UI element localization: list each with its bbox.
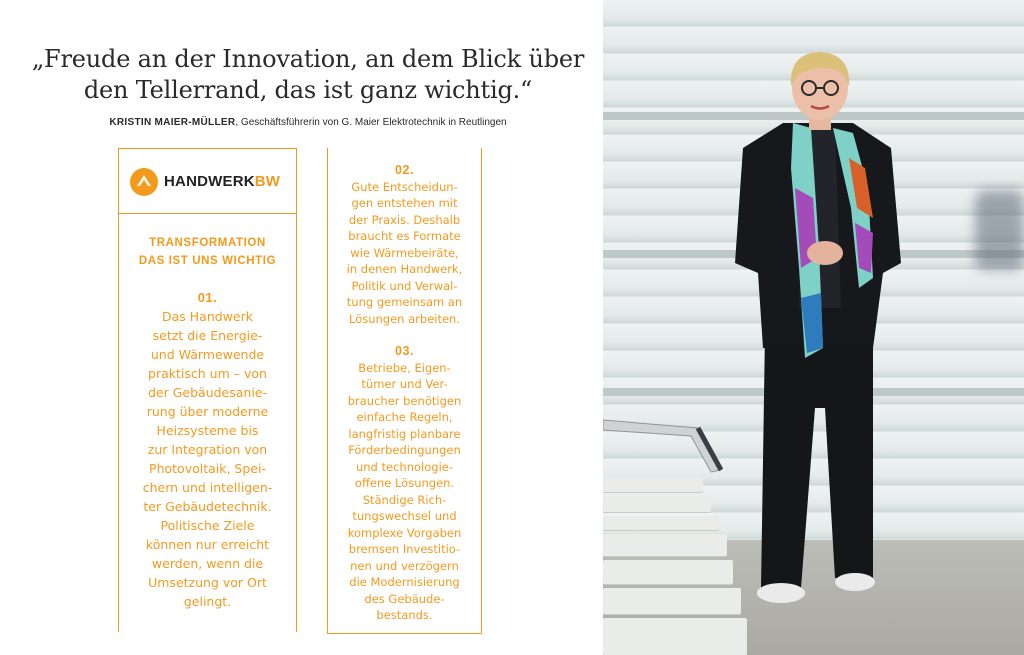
text-line: Umsetzung vor Ort xyxy=(148,575,267,590)
tray xyxy=(603,588,741,614)
text-line: praktisch um – von xyxy=(148,366,267,381)
text-line: gen entstehen mit xyxy=(351,196,458,210)
point-01 xyxy=(119,288,296,611)
logo-wordmark xyxy=(164,173,280,190)
attribution-role: , Geschäftsführerin von G. Maier Elektrotechnik in Reutlingen xyxy=(235,117,507,128)
info-column-right xyxy=(327,148,482,634)
info-column-left xyxy=(118,148,297,632)
tray xyxy=(603,496,711,512)
text-line: setzt die Energie- xyxy=(152,328,263,343)
point-number: 01. xyxy=(197,290,218,305)
text-line: tung gemeinsam an xyxy=(346,295,463,309)
quote-line: „Freude an der Innovation, an dem Blick über xyxy=(31,45,585,73)
logo-text-bw: BW xyxy=(254,173,281,190)
text-line: wie Wärmebeiräte, xyxy=(350,245,459,260)
text-line: Betriebe, Eigen- xyxy=(358,360,451,375)
text-line: Förderbedingungen xyxy=(348,443,461,457)
pull-quote xyxy=(14,44,602,106)
tray xyxy=(603,478,703,492)
text-line: der Gebäudesanie- xyxy=(147,385,268,400)
text-line: tungswechsel und xyxy=(352,509,457,523)
quote-attribution xyxy=(20,117,596,128)
logo-text-handwerk: HANDWERK xyxy=(164,173,255,190)
portrait-photo xyxy=(603,0,1024,655)
text-line: Politik und Verwal- xyxy=(351,278,458,293)
logo-box xyxy=(119,148,296,214)
text-line: einfache Regeln, xyxy=(356,410,453,424)
text-line: nen und verzögern xyxy=(350,558,459,573)
text-line: Lösungen arbeiten. xyxy=(348,311,460,326)
attribution-name: KRISTIN MAIER-MÜLLER xyxy=(109,117,236,128)
heading-line: TRANSFORMATION xyxy=(149,237,266,249)
blurred-foreground-object xyxy=(975,190,1024,270)
tray xyxy=(603,618,747,655)
text-line: zur Integration von xyxy=(147,442,268,457)
tray xyxy=(603,516,719,530)
text-line: des Gebäude- xyxy=(364,591,445,606)
text-line: braucher benötigen xyxy=(347,393,462,408)
text-line: komplexe Vorgaben xyxy=(347,525,462,540)
text-line: chern und intelligen- xyxy=(142,480,273,495)
text-line: können nur erreicht xyxy=(145,537,270,552)
tray xyxy=(603,560,733,584)
text-line: ter Gebäudetechnik. xyxy=(143,499,272,514)
text-line: und technologie- xyxy=(355,459,453,474)
text-line: in denen Handwerk, xyxy=(346,262,463,276)
person-figure xyxy=(723,48,913,618)
text-line: tümer und Ver- xyxy=(361,377,448,391)
text-line: Heizsysteme bis xyxy=(156,423,259,438)
text-line: Politische Ziele xyxy=(160,518,255,533)
point-number: 03. xyxy=(395,344,414,358)
section-heading xyxy=(119,234,296,270)
text-line: offene Lösungen. xyxy=(354,476,455,490)
text-line: der Praxis. Deshalb xyxy=(348,212,461,227)
point-02 xyxy=(328,162,481,327)
quote-line: den Tellerrand, das ist ganz wichtig.“ xyxy=(83,76,533,104)
text-line: rung über moderne xyxy=(146,404,269,419)
text-line: braucht es Formate xyxy=(348,229,461,243)
point-03 xyxy=(328,343,481,624)
text-line: bestands. xyxy=(376,608,433,622)
tray xyxy=(603,534,727,556)
handwerk-logo-icon xyxy=(129,167,159,197)
text-line: und Wärmewende xyxy=(150,347,265,362)
text-line: langfristig planbare xyxy=(348,426,461,441)
heading-line: DAS IST UNS WICHTIG xyxy=(138,255,277,267)
text-line: gelingt. xyxy=(183,594,232,609)
text-line: Gute Entscheidun- xyxy=(351,179,458,194)
text-line: Photovoltaik, Spei- xyxy=(149,461,266,476)
text-line: bremsen Investitio- xyxy=(348,542,461,556)
point-number: 02. xyxy=(395,163,414,177)
text-line: Das Handwerk xyxy=(162,309,253,324)
metal-bracket xyxy=(603,400,728,475)
text-line: werden, wenn die xyxy=(151,556,264,571)
text-line: die Modernisierung xyxy=(349,575,460,589)
text-line: Ständige Rich- xyxy=(362,492,447,507)
